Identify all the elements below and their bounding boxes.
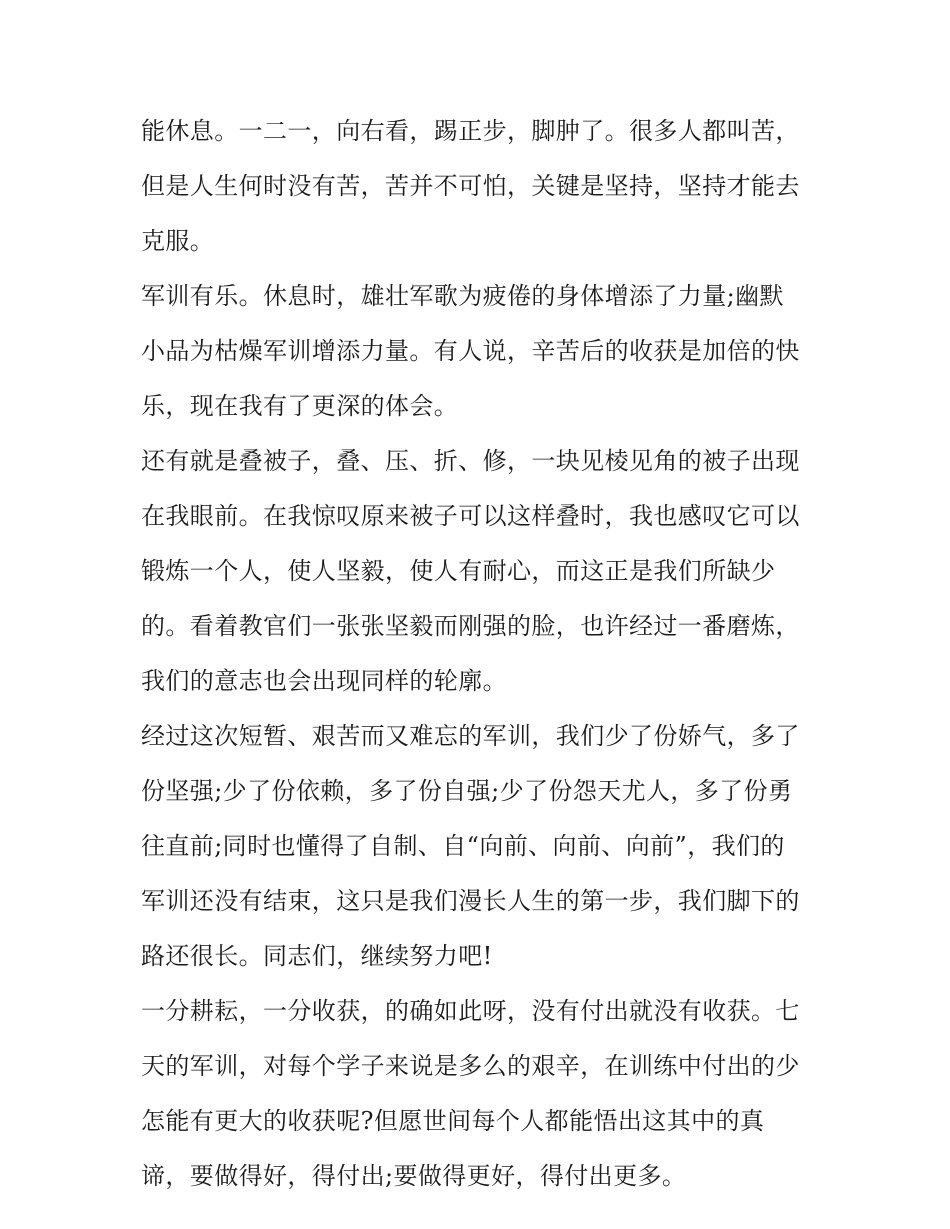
- text-line: 乐，现在我有了更深的体会。: [141, 392, 459, 420]
- text-line: 我们的意志也会出现同样的轮廓。: [141, 667, 507, 695]
- text-line: 军训有乐。休息时，雄壮军歌为疲倦的身体增添了力量;幽默: [141, 282, 784, 310]
- text-line: 谛，要做得好，得付出;要做得更好，得付出更多。: [141, 1162, 687, 1190]
- text-line: 一分耕耘，一分收获，的确如此呀，没有付出就没有收获。七: [141, 997, 800, 1025]
- text-line: 还有就是叠被子，叠、压、折、修，一块见棱见角的被子出现: [141, 447, 800, 475]
- text-line: 往直前;同时也懂得了自制、自“向前、向前、向前”，我们的: [141, 832, 785, 860]
- text-line: 经过这次短暂、艰苦而又难忘的军训，我们少了份娇气，多了: [141, 722, 800, 750]
- text-line: 能休息。一二一，向右看，踢正步，脚肿了。很多人都叫苦，: [141, 117, 800, 145]
- text-line: 怎能有更大的收获呢?但愿世间每个人都能悟出这其中的真: [141, 1107, 765, 1135]
- text-line: 克服。: [141, 227, 215, 255]
- text-line: 份坚强;少了份依赖，多了份自强;少了份怨天尤人，多了份勇: [141, 777, 793, 805]
- text-line: 的。看着教官们一张张坚毅而刚强的脸，也许经过一番磨炼，: [141, 612, 800, 640]
- text-line: 但是人生何时没有苦，苦并不可怕，关键是坚持，坚持才能去: [141, 172, 800, 200]
- text-line: 天的军训，对每个学子来说是多么的艰辛，在训练中付出的少: [141, 1052, 800, 1080]
- text-line: 锻炼一个人，使人坚毅，使人有耐心，而这正是我们所缺少: [141, 557, 776, 585]
- text-line: 路还很长。同志们，继续努力吧!: [141, 942, 493, 970]
- text-line: 小品为枯燥军训增添力量。有人说，辛苦后的收获是加倍的快: [141, 337, 800, 365]
- text-line: 军训还没有结束，这只是我们漫长人生的第一步，我们脚下的: [141, 887, 800, 915]
- text-line: 在我眼前。在我惊叹原来被子可以这样叠时，我也感叹它可以: [141, 502, 800, 530]
- document-body: [141, 104, 821, 1204]
